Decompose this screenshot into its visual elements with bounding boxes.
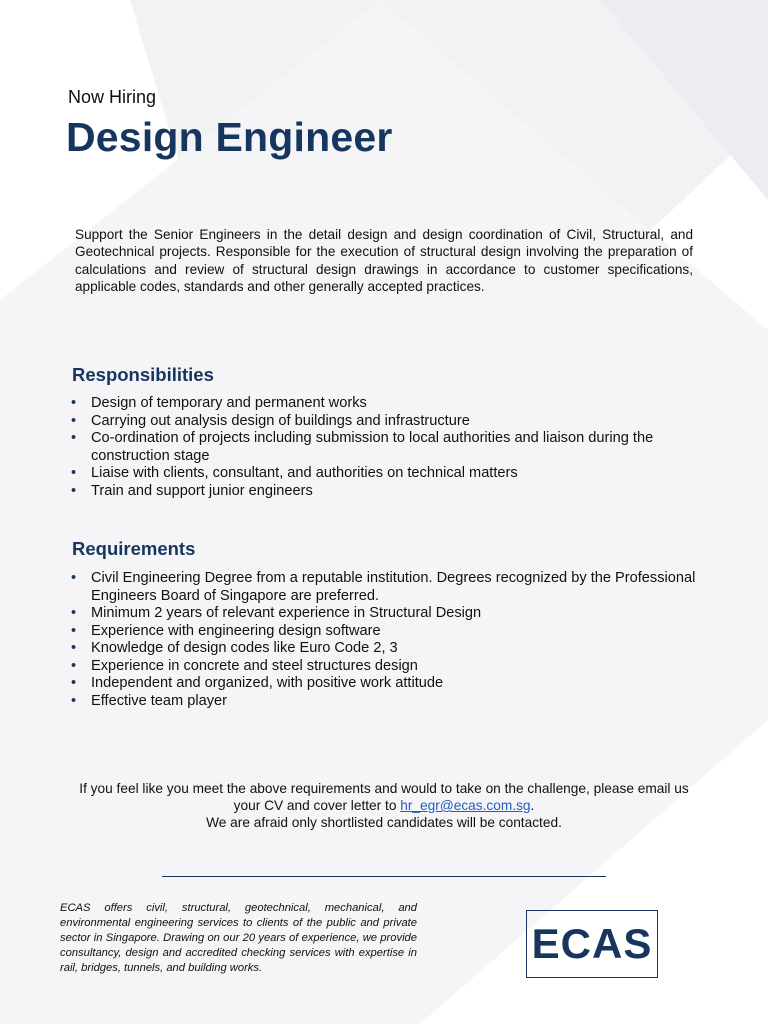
requirements-heading: Requirements — [72, 538, 196, 559]
application-instructions: If you feel like you meet the above requirements and would to take on the challenge, please email us your CV and cover letter to hr_egr@ecas.com.sg. We are afraid only shortlisted candidates will be contacted. — [79, 781, 689, 830]
bullet-icon: • — [71, 430, 77, 446]
bullet-icon: • — [71, 395, 77, 411]
bullet-icon: • — [71, 622, 77, 639]
list-item: • Effective team player — [71, 692, 228, 709]
bullet-icon: • — [71, 605, 77, 621]
list-item: • Knowledge of design codes like Euro Code 2, 3 — [71, 640, 398, 656]
company-description: ECAS offers civil, structural, geotechnical, mechanical, and environmental engineering services to clients of the public and private sector in Singapore. Drawing on our 20 years of experience, we provide consultancy, design and accredited checking services with expertise in rail, bridges, tunnels, and building works. — [60, 902, 417, 974]
bullet-icon: • — [71, 465, 77, 481]
list-item: • Civil Engineering Degree from a reputable institution. Degrees recognized by the Professional Engineers Board of Singapore are preferred. — [71, 570, 696, 604]
bullet-icon: • — [71, 692, 77, 709]
bullet-icon: • — [71, 482, 77, 499]
ecas-logo — [526, 910, 658, 978]
logo-text: ECAS — [531, 920, 653, 967]
list-item: • Design of temporary and permanent works — [71, 395, 367, 411]
list-item: • Experience with engineering design software — [71, 622, 381, 639]
list-item: • Carrying out analysis design of buildings and infrastructure — [71, 412, 470, 429]
list-item: • Minimum 2 years of relevant experience in Structural Design — [71, 605, 482, 621]
job-title: Design Engineer — [66, 114, 393, 160]
job-summary: Support the Senior Engineers in the detail design and design coordination of Civil, Structural, and Geotechnical projects. Responsible for the execution of structural design involving the preparation of calculations and review of structural design drawings in accordance to customer specifications, applicable codes, standards and other generally accepted practices. — [75, 227, 693, 294]
list-item: • Liaise with clients, consultant, and authorities on technical matters — [71, 465, 518, 481]
bullet-icon: • — [71, 657, 77, 674]
email-link[interactable]: hr_egr@ecas.com.sg — [400, 798, 531, 813]
list-item: • Co-ordination of projects including submission to local authorities and liaison during the construction stage — [71, 430, 654, 464]
list-item: • Train and support junior engineers — [71, 482, 313, 499]
list-item: • Experience in concrete and steel structures design — [71, 657, 418, 674]
responsibilities-list — [70, 395, 710, 500]
bullet-icon: • — [71, 412, 77, 429]
shortlist-note: We are afraid only shortlisted candidates will be contacted. — [206, 815, 562, 830]
bullet-icon: • — [71, 640, 77, 656]
bullet-icon: • — [71, 570, 77, 586]
requirements-list — [70, 570, 710, 710]
list-item: • Independent and organized, with positive work attitude — [71, 675, 444, 691]
responsibilities-heading: Responsibilities — [72, 364, 214, 385]
bullet-icon: • — [71, 675, 77, 691]
now-hiring-label: Now Hiring — [68, 87, 157, 107]
divider — [162, 876, 606, 877]
